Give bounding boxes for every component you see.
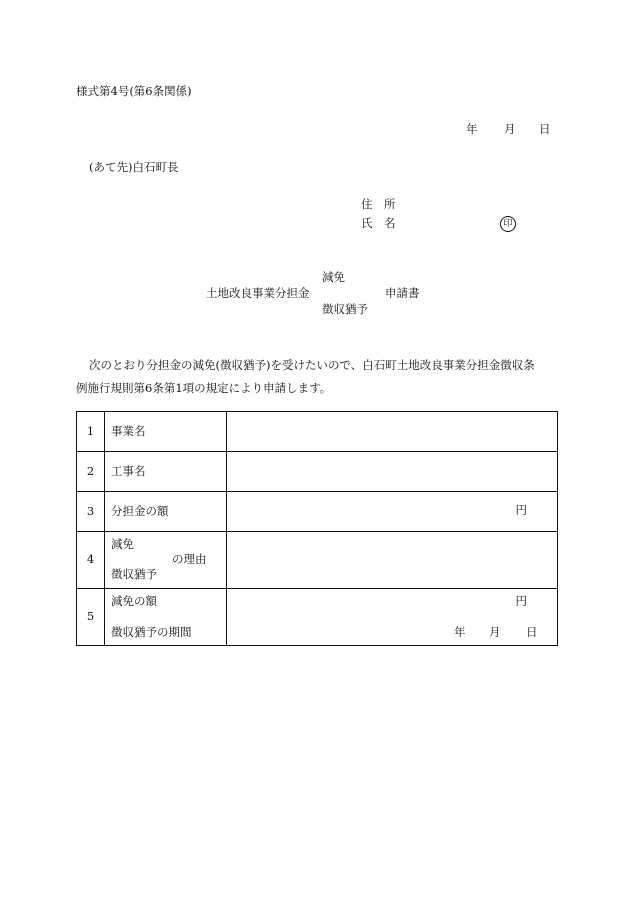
title-option-top: 減免 xyxy=(322,270,345,284)
period-day-label: 日 xyxy=(526,625,538,639)
title-suffix: 申請書 xyxy=(385,286,420,300)
name-label-1: 氏 xyxy=(361,216,373,230)
row-label: 分担金の額 xyxy=(105,492,227,532)
table-row xyxy=(77,492,558,532)
body-line-2: 例施行規則第6条第1項の規定により申請します。 xyxy=(76,381,332,395)
row-number: 1 xyxy=(77,412,105,452)
row-label xyxy=(105,589,227,646)
row-label-top: 減免 xyxy=(111,537,134,551)
row-label-top: 減免の額 xyxy=(111,594,157,608)
form-number: 様式第4号(第6条関係) xyxy=(76,84,192,98)
date-month-label: 月 xyxy=(504,122,516,136)
period-year-label: 年 xyxy=(454,625,466,639)
row-number: 2 xyxy=(77,452,105,492)
value-cell[interactable] xyxy=(227,492,558,532)
body-paragraph xyxy=(76,354,558,400)
yen-unit: 円 xyxy=(515,594,527,608)
value-cell[interactable] xyxy=(227,452,558,492)
row-label-bottom: 徴収猶予 xyxy=(111,567,157,581)
date-day-label: 日 xyxy=(539,122,551,136)
date-year-label: 年 xyxy=(466,122,478,136)
row-number: 3 xyxy=(77,492,105,532)
title-prefix: 土地改良事業分担金 xyxy=(206,286,310,300)
table-row xyxy=(77,452,558,492)
body-line-1: 次のとおり分担金の減免(徴収猶予)を受けたいので、白石町土地改良事業分担金徴収条 xyxy=(89,358,535,372)
table-row xyxy=(77,532,558,589)
value-cell[interactable] xyxy=(227,412,558,452)
title-option-bottom: 徴収猶予 xyxy=(322,302,368,316)
application-table xyxy=(76,411,558,646)
value-cell[interactable] xyxy=(227,589,558,646)
row-label-bottom: 徴収猶予の期間 xyxy=(111,625,192,639)
name-label-2: 名 xyxy=(384,216,396,230)
row-number: 5 xyxy=(77,589,105,646)
row-label: 工事名 xyxy=(105,452,227,492)
row-number: 4 xyxy=(77,532,105,589)
address-label-2: 所 xyxy=(384,197,396,211)
value-cell[interactable] xyxy=(227,532,558,589)
address-label-1: 住 xyxy=(361,197,373,211)
row-label-mid: の理由 xyxy=(172,552,207,566)
yen-unit: 円 xyxy=(515,503,527,517)
row-label: 事業名 xyxy=(105,412,227,452)
table-row xyxy=(77,412,558,452)
addressee: (あて先)白石町長 xyxy=(89,160,179,174)
period-month-label: 月 xyxy=(489,625,501,639)
seal-mark: 印 xyxy=(500,216,516,232)
row-label xyxy=(105,532,227,589)
table-row xyxy=(77,589,558,646)
